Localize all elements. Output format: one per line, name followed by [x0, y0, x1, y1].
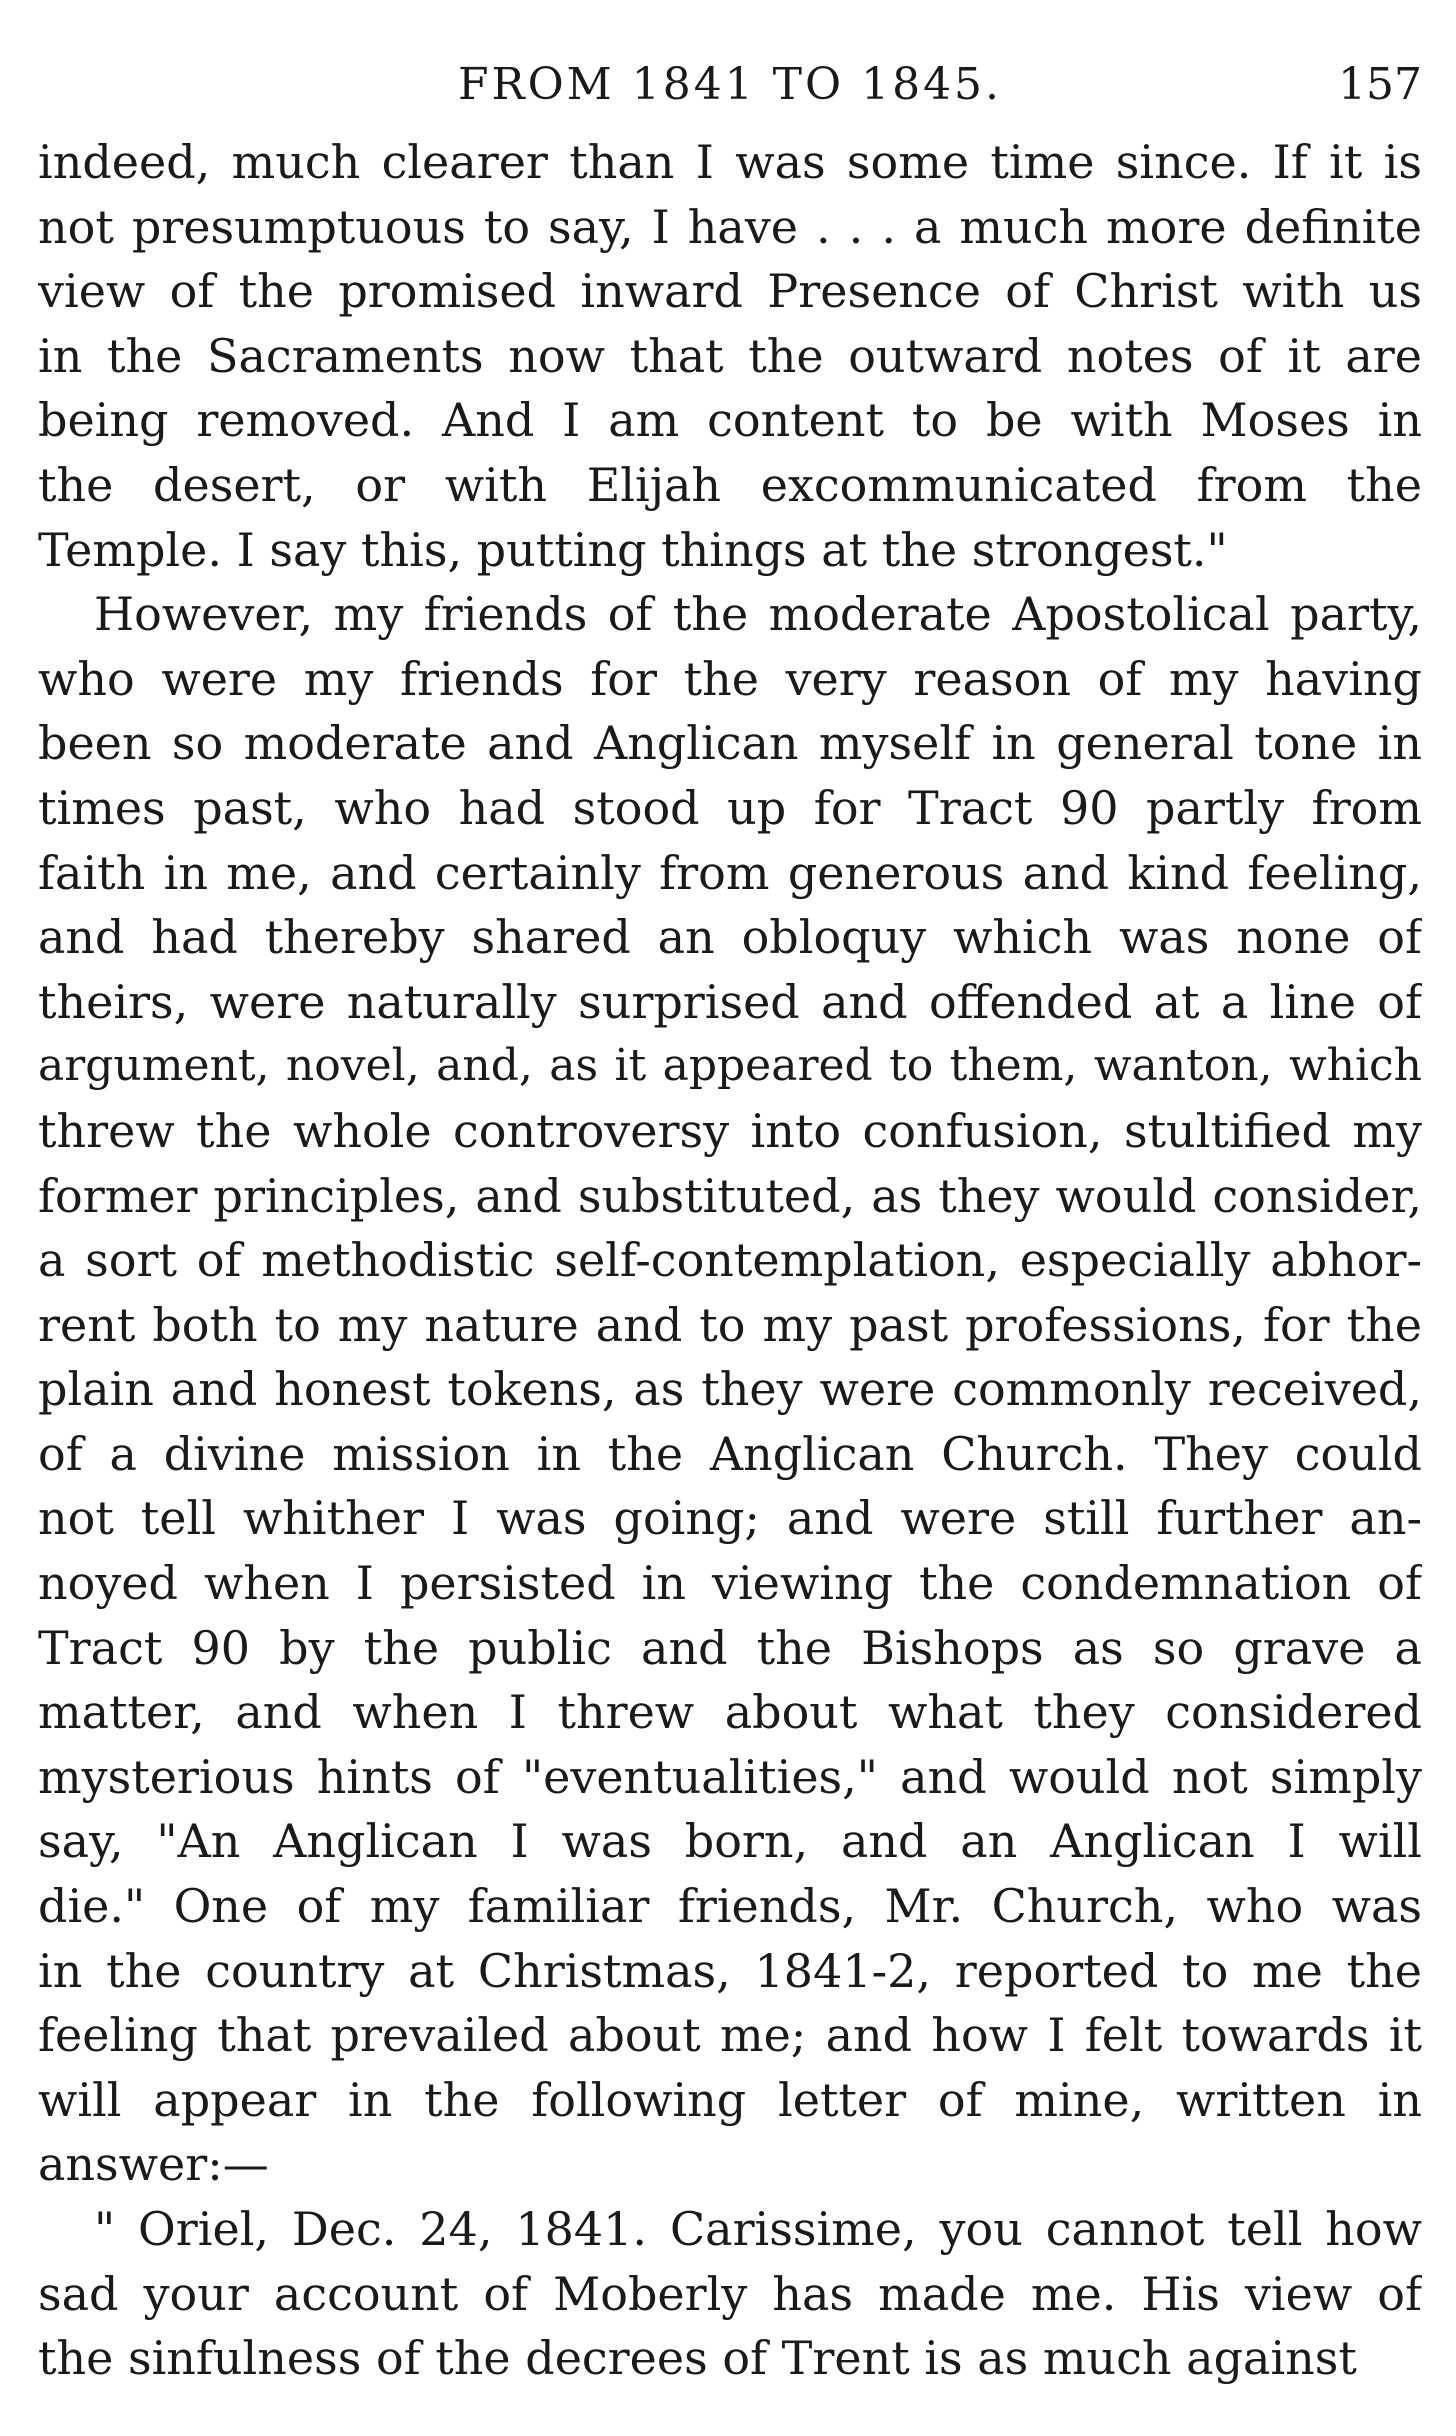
text-line: former principles, and substituted, as they would consider,	[38, 1168, 1422, 1223]
text-line: not presumptuous to say, I have . . . a much more definite	[38, 199, 1422, 254]
text-line: will appear in the following letter of mine, written in	[38, 2072, 1422, 2127]
text-line: been so moderate and Anglican myself in general tone in	[38, 716, 1422, 771]
paragraph	[38, 130, 1422, 582]
text-line: times past, who had stood up for Tract 90 partly from	[38, 780, 1422, 835]
paragraph	[38, 2197, 1422, 2391]
text-line: and had thereby shared an obloquy which was none of	[38, 910, 1422, 965]
text-line: rent both to my nature and to my past professions, for the	[38, 1297, 1422, 1352]
running-title: FROM 1841 TO 1845.	[457, 59, 1003, 110]
text-line: faith in me, and certainly from generous and kind feeling,	[38, 845, 1422, 900]
text-line: the desert, or with Elijah excommunicated from the	[38, 457, 1422, 512]
book-page	[38, 40, 1422, 2391]
text-line: threw the whole controversy into confusion, stultified my	[38, 1103, 1422, 1158]
text-line: indeed, much clearer than I was some time since. If it is	[38, 135, 1422, 189]
text-line: Tract 90 by the public and the Bishops as so grave a	[38, 1620, 1422, 1675]
text-line: However, my friends of the moderate Apostolical party,	[94, 587, 1422, 642]
text-line: the sinfulness of the decrees of Trent is as much against	[38, 2331, 1357, 2386]
text-line: Temple. I say this, putting things at the strongest."	[38, 522, 1228, 577]
text-line: noyed when I persisted in viewing the condemnation of	[38, 1556, 1422, 1611]
text-line: " Oriel, Dec. 24, 1841. Carissime, you cannot tell how	[94, 2202, 1422, 2256]
text-line: answer:—	[38, 2137, 269, 2192]
text-line: argument, novel, and, as it appeared to them, wanton, which	[38, 1040, 1422, 1092]
text-line: plain and honest tokens, as they were commonly received,	[38, 1362, 1422, 1417]
text-line: sad your account of Moberly has made me. His view of	[38, 2266, 1422, 2321]
body-text	[38, 130, 1422, 2391]
text-line: in the Sacraments now that the outward notes of it are	[38, 328, 1422, 383]
text-line: a sort of methodistic self-contemplation, especially abhor-	[38, 1233, 1422, 1288]
text-line: who were my friends for the very reason of my having	[38, 651, 1422, 706]
page-number: 157	[1338, 59, 1422, 110]
paragraph	[38, 582, 1422, 2197]
text-line: view of the promised inward Presence of Christ with us	[38, 264, 1422, 319]
running-head	[38, 40, 1422, 130]
text-line: matter, and when I threw about what they considered	[38, 1685, 1422, 1740]
text-line: feeling that prevailed about me; and how I felt towards it	[38, 2008, 1422, 2063]
text-line: of a divine mission in the Anglican Church. They could	[38, 1426, 1422, 1481]
text-line: in the country at Christmas, 1841-2, reported to me the	[38, 1943, 1422, 1998]
text-line: die." One of my familiar friends, Mr. Church, who was	[38, 1879, 1422, 1934]
text-line: not tell whither I was going; and were still further an-	[38, 1491, 1422, 1546]
text-line: being removed. And I am content to be with Moses in	[38, 393, 1422, 448]
text-line: theirs, were naturally surprised and offended at a line of	[38, 974, 1422, 1029]
text-line: say, "An Anglican I was born, and an Anglican I will	[38, 1814, 1422, 1869]
text-line: mysterious hints of "eventualities," and would not simply	[38, 1749, 1422, 1804]
